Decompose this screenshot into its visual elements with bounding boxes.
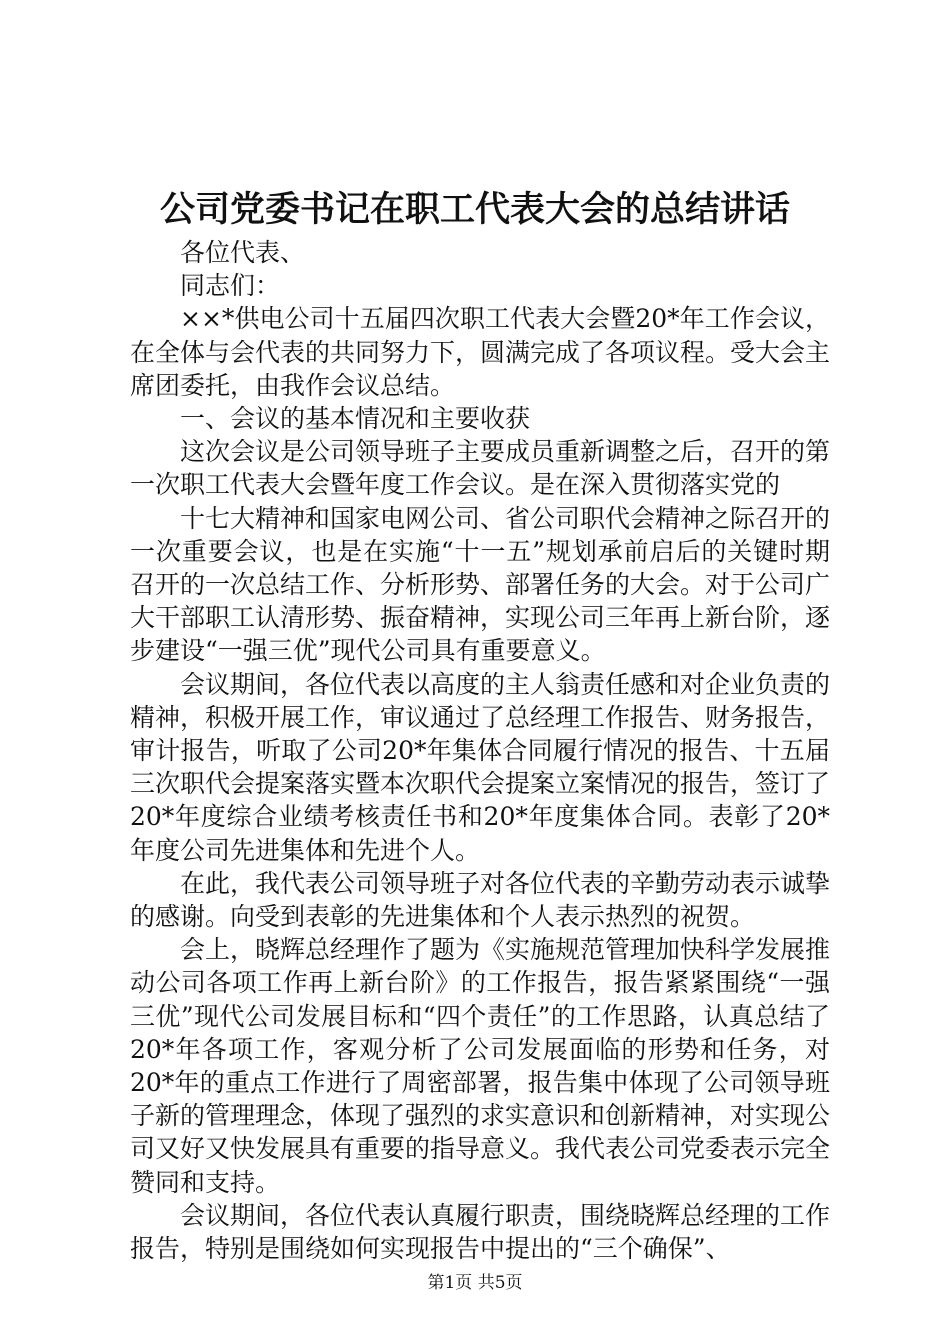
salutation-line-1: 各位代表、 xyxy=(180,238,306,267)
salutation-line-2: 同志们： xyxy=(180,271,281,301)
paragraph-meeting-agenda: 会议期间，各位代表以高度的主人翁责任感和对企业负责的精神，积极开展工作，审议通过了总经理工作报告、财务报告，审计报告，听取了公司20*年集体合同履行情况的报告、十五届三次职代会提案落实暨本次职代会提案立案情况的报告，签订了20*年度综合业绩考核责任书和20*年度集体合同。表彰了20*年度公司先进集体和先进个人。 xyxy=(130,669,831,865)
document-body xyxy=(130,236,830,1265)
paragraph-meeting-significance: 十七大精神和国家电网公司、省公司职代会精神之际召开的一次重要会议，也是在实施“十一五”规划承前启后的关键时期召开的一次总结工作、分析形势、部署任务的大会。对于公司广大干部职工认清形势、振奋精神，实现公司三年再上新台阶，逐步建设“一强三优”现代公司具有重要意义。 xyxy=(130,503,831,666)
section-heading-1: 一、会议的基本情况和主要收获 xyxy=(180,404,531,434)
document-title: 公司党委书记在职工代表大会的总结讲话 xyxy=(159,189,790,230)
paragraph-thanks: 在此，我代表公司领导班子对各位代表的辛勤劳动表示诚挚的感谢。向受到表彰的先进集体和个人表示热烈的祝贺。 xyxy=(130,868,831,932)
paragraph-delegates-duties: 会议期间，各位代表认真履行职责，围绕晓辉总经理的工作报告，特别是围绕如何实现报告中提出的“三个确保”、 xyxy=(130,1200,831,1264)
paragraph-meeting-background: 这次会议是公司领导班子主要成员重新调整之后，召开的第一次职工代表大会暨年度工作会议。是在深入贯彻落实党的 xyxy=(130,437,831,500)
paragraph-work-report: 会上，晓辉总经理作了题为《实施规范管理加快科学发展推动公司各项工作再上新台阶》的工作报告，报告紧紧围绕“一强三优”现代公司发展目标和“四个责任”的工作思路，认真总结了20*年各项工作，客观分析了公司发展面临的形势和任务，对20*年的重点工作进行了周密部署，报告集中体现了公司领导班子新的管理理念，体现了强烈的求实意识和创新精神，对实现公司又好又快发展具有重要的指导意义。我代表公司党委表示完全赞同和支持。 xyxy=(130,935,831,1197)
paragraph-opening: ××*供电公司十五届四次职工代表大会暨20*年工作会议，在全体与会代表的共同努力下，圆满完成了各项议程。受大会主席团委托，由我作会议总结。 xyxy=(130,304,831,400)
page-footer: 第1页 共5页 xyxy=(427,1273,523,1293)
